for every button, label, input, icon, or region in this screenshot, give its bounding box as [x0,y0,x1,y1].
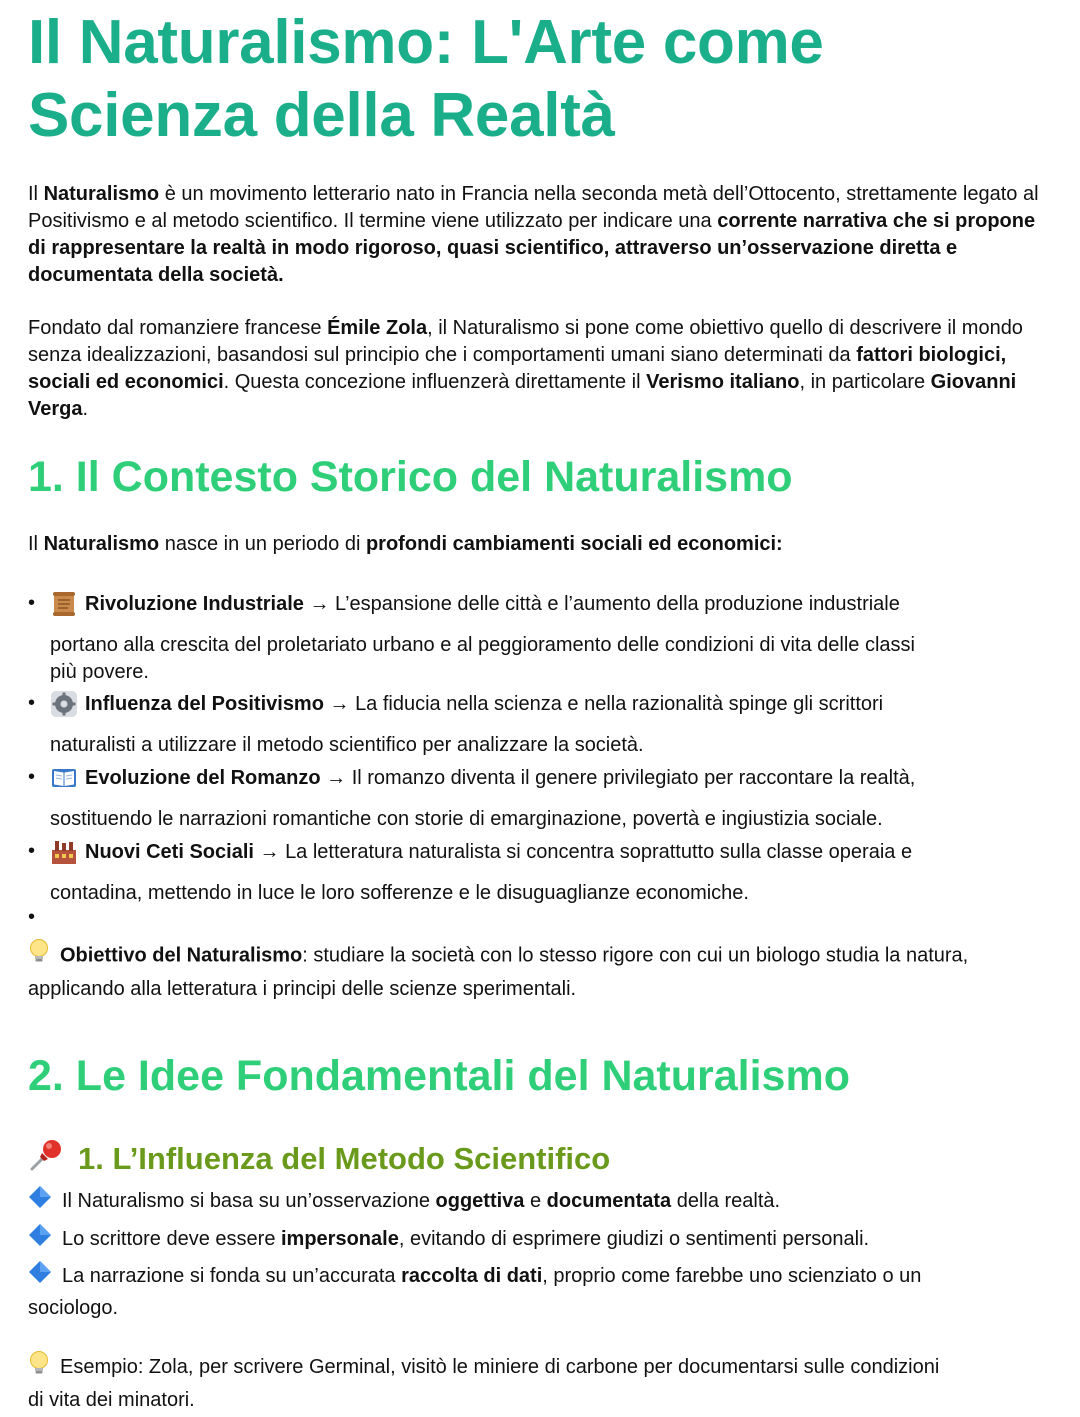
title-line-1: Il Naturalismo: L'Arte come [28,8,824,77]
bullet-dot: • [28,766,36,788]
blue-diamond-icon [28,1260,52,1293]
item-text-continued: portano alla crescita del proletariato urbano e al peggioramento delle condizioni di vita delle classi [50,634,915,656]
list-item [28,1223,1056,1256]
text-run: di vita dei minatori. [28,1389,195,1411]
section-2-heading: 2. Le Idee Fondamentali del Naturalismo [28,1052,850,1100]
bullet-dot: • [28,592,36,614]
list-item [28,838,1056,907]
bold-run: Obiettivo del Naturalismo [60,944,303,967]
gear-icon [50,690,78,718]
lightbulb-icon [28,938,50,974]
bold-run: documentata [546,1189,672,1212]
item-term: Influenza del Positivismo [85,692,324,715]
item-term: Rivoluzione Industriale [85,592,304,615]
item-text: Il romanzo diventa il genere privilegiato per raccontare la realtà, [351,766,916,789]
text-run: Il [28,183,44,205]
intro-paragraph-2 [28,315,1056,423]
text-run: Il [28,533,44,555]
arrow-icon: → [329,692,350,715]
arrow-icon: → [326,766,347,789]
text-run: : studiare la società con lo stesso rigore con cui un biologo studia la natura, applicando alla letteratura i principi delle scienze sperimentali. [28,944,969,1000]
text-run: sociologo. [28,1297,119,1319]
item-term: Nuovi Ceti Sociali [85,840,254,863]
list-item [28,1260,1056,1323]
bullet-dot: • [28,840,36,862]
text-run: Il Naturalismo si basa su un’osservazione [62,1189,436,1212]
example-note [28,1350,1056,1415]
text-run: , proprio come farebbe uno scienziato o un [542,1264,922,1287]
bold-run: Verismo italiano [646,371,800,393]
item-text-continued: sostituendo le narrazioni romantiche con storie di emarginazione, povertà e ingiustizia sociale. [50,808,883,830]
blue-diamond-icon [28,1185,52,1218]
factory-icon [50,838,78,866]
list-item [28,764,1056,833]
section-1-lead [28,531,1056,558]
text-run: Esempio: Zola, per scrivere Germinal, visitò le miniere di carbone per documentarsi sulle condizioni [60,1355,940,1378]
list-item [28,690,1056,759]
list-item [28,1185,1056,1218]
item-text: La fiducia nella scienza e nella razionalità spinge gli scrittori [355,692,884,715]
subsection-heading [28,1135,1056,1183]
bold-run: Giovanni Verga [28,371,1017,420]
item-text: La letteratura naturalista si concentra soprattutto sulla classe operaia e [285,840,913,863]
bold-run: Naturalismo [43,533,160,555]
text-run: è un movimento letterario nato in Francia nella seconda metà dell’Ottocento, strettamente legato al Positivismo e al metodo scientifico. Il termine viene utilizzato per indicare una [28,183,1039,232]
item-text-continued: più povere. [50,661,149,683]
item-term: Evoluzione del Romanzo [85,766,321,789]
text-run: . Questa concezione influenzerà direttamente il [223,371,647,393]
bold-run: corrente narrativa che si propone di rappresentare la realtà in modo rigoroso, quasi scientifico, attraverso un’osservazione diretta e documentata della società. [28,210,1036,286]
item-text-continued: naturalisti a utilizzare il metodo scientifico per analizzare la società. [50,734,644,756]
book-icon [50,764,78,792]
text-run: Lo scrittore deve essere [62,1227,281,1250]
text-run: e [524,1189,547,1212]
intro-paragraph-1 [28,181,1056,289]
title-line-2: Scienza della Realtà [28,81,615,150]
text-run: Fondato dal romanziere francese [28,317,328,339]
section-1-heading: 1. Il Contesto Storico del Naturalismo [28,453,793,501]
text-run: La narrazione si fonda su un’accurata [62,1264,402,1287]
subsection-title: 1. L’Influenza del Metodo Scientifico [78,1141,611,1176]
lightbulb-icon [28,1350,50,1385]
bold-run: Naturalismo [43,183,160,205]
arrow-icon: → [309,592,330,615]
bold-run: fattori biologici, sociali ed economici [28,344,1007,393]
bold-run: oggettiva [435,1189,525,1212]
scroll-icon [50,590,78,618]
text-run: , evitando di esprimere giudizi o sentimenti personali. [398,1227,870,1250]
bold-run: Émile Zola [327,317,428,339]
bullet-dot: • [28,692,36,714]
bold-run: raccolta di dati [401,1264,543,1287]
list-item [28,590,1056,686]
pushpin-icon [28,1135,66,1183]
text-run: . [82,398,89,420]
bold-run: profondi cambiamenti sociali ed economici: [365,533,783,555]
bullet-dot: • [28,906,36,928]
text-run: , il Naturalismo si pone come obiettivo quello di descrivere il mondo senza idealizzazioni, basandosi sul principio che i comportamenti umani siano determinati da [28,317,1023,366]
text-run: , in particolare [799,371,931,393]
text-run: della realtà. [671,1189,781,1212]
section-1-note [28,938,1056,1005]
page-title [28,6,1056,152]
blue-diamond-icon [28,1223,52,1256]
bold-run: impersonale [281,1227,399,1250]
arrow-icon: → [259,840,280,863]
text-run: nasce in un periodo di [159,533,366,555]
item-text-continued: contadina, mettendo in luce le loro sofferenze e le disuguaglianze economiche. [50,882,749,904]
item-text: L’espansione delle città e l’aumento della produzione industriale [335,592,900,615]
